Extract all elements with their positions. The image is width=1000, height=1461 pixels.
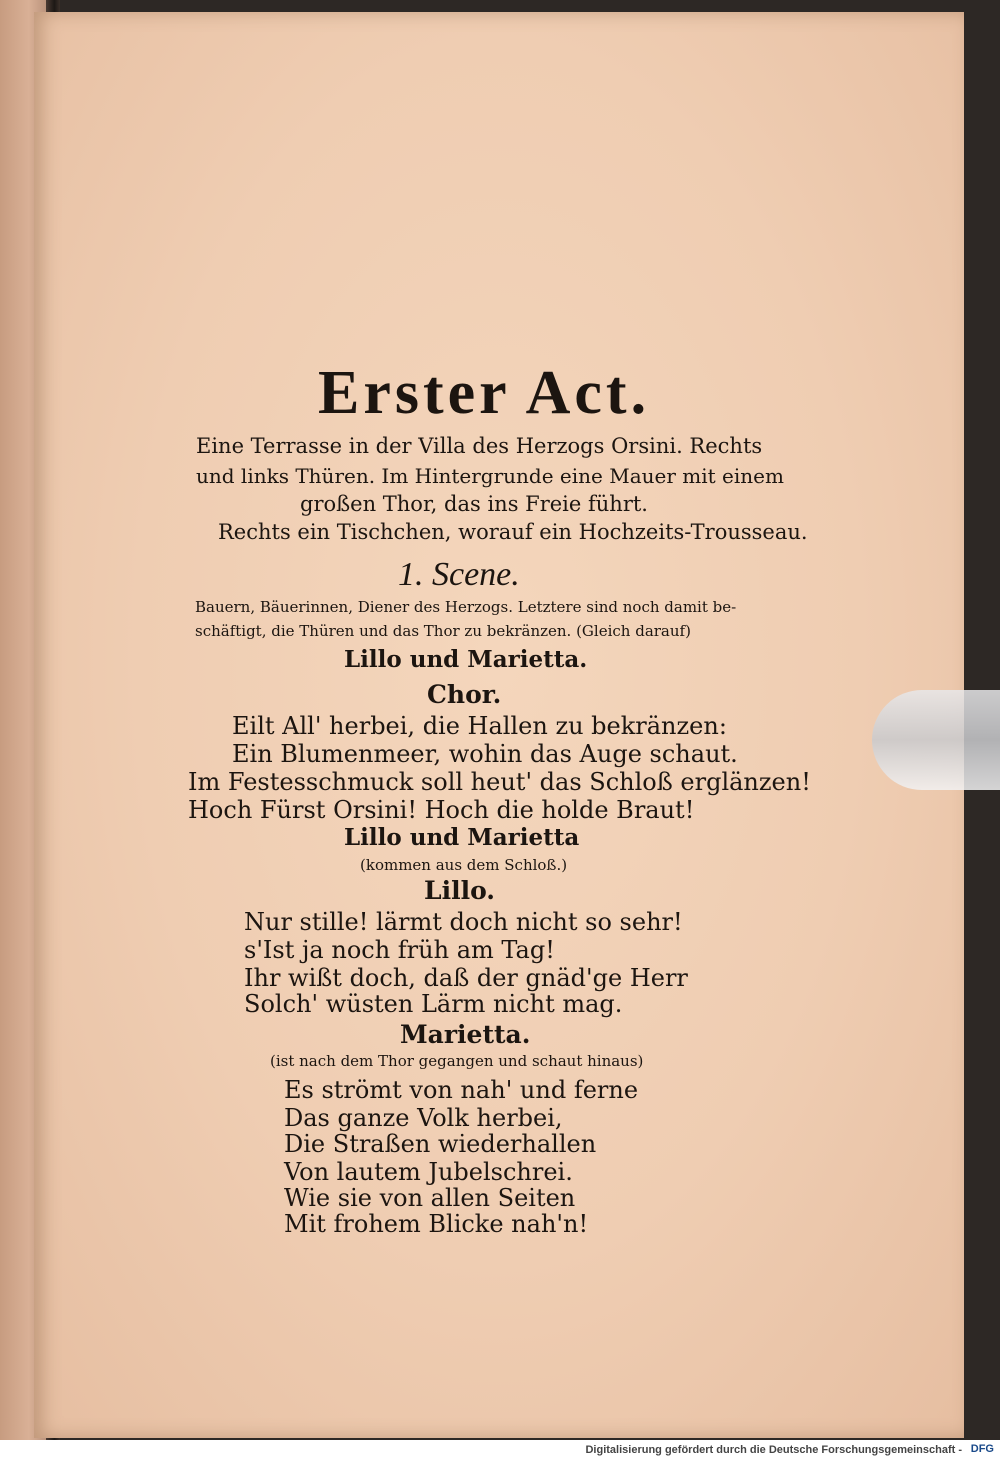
scene-persons: Lillo und Marietta. (344, 646, 588, 673)
scene-direction-line: Bauern, Bäuerinnen, Diener des Herzogs. Letztere sind noch damit be- (195, 598, 737, 616)
lillo-verse-line: s'Ist ja noch früh am Tag! (244, 936, 555, 964)
footer-credit: Digitalisierung gefördert durch die Deutsche Forschungsgemeinschaft - (585, 1444, 962, 1456)
marietta-verse-line: Wie sie von allen Seiten (284, 1184, 576, 1212)
entrance-persons: Lillo und Marietta (344, 824, 580, 851)
dfg-logo: DFG (970, 1443, 994, 1455)
chor-verse-line: Eilt All' herbei, die Hallen zu bekränzen: (232, 712, 727, 740)
chor-verse-line: Im Festesschmuck soll heut' das Schloß erglänzen! (188, 768, 811, 796)
chor-label: Chor. (427, 680, 502, 709)
stage-direction-line: Rechts ein Tischchen, worauf ein Hochzeits-Trousseau. (218, 520, 808, 544)
chor-verse-line: Ein Blumenmeer, wohin das Auge schaut. (232, 740, 738, 768)
scene-direction-line: schäftigt, die Thüren und das Thor zu bekränzen. (Gleich darauf) (195, 622, 691, 640)
act-title: Erster Act. (318, 359, 651, 427)
entrance-direction: (kommen aus dem Schloß.) (360, 856, 568, 874)
marietta-verse-line: Es strömt von nah' und ferne (284, 1076, 639, 1104)
lillo-verse-line: Solch' wüsten Lärm nicht mag. (244, 990, 623, 1018)
marietta-verse-line: Das ganze Volk herbei, (284, 1104, 563, 1132)
lillo-verse-line: Ihr wißt doch, daß der gnäd'ge Herr (244, 964, 688, 992)
stage-direction-line: Eine Terrasse in der Villa des Herzogs Orsini. Rechts (196, 434, 763, 458)
marietta-label: Marietta. (400, 1020, 531, 1049)
stage-direction-line: großen Thor, das ins Freie führt. (300, 492, 648, 516)
marietta-verse-line: Die Straßen wiederhallen (284, 1130, 597, 1158)
scene-title: 1. Scene. (398, 556, 520, 593)
lillo-verse-line: Nur stille! lärmt doch nicht so sehr! (244, 908, 683, 936)
stage-direction-line: und links Thüren. Im Hintergrunde eine Mauer mit einem (196, 464, 784, 488)
marietta-direction: (ist nach dem Thor gegangen und schaut hinaus) (270, 1052, 644, 1070)
lillo-label: Lillo. (424, 876, 496, 905)
marietta-verse-line: Von lautem Jubelschrei. (284, 1158, 573, 1186)
marietta-verse-line: Mit frohem Blicke nah'n! (284, 1210, 589, 1238)
chor-verse-line: Hoch Fürst Orsini! Hoch die holde Braut! (188, 796, 695, 824)
